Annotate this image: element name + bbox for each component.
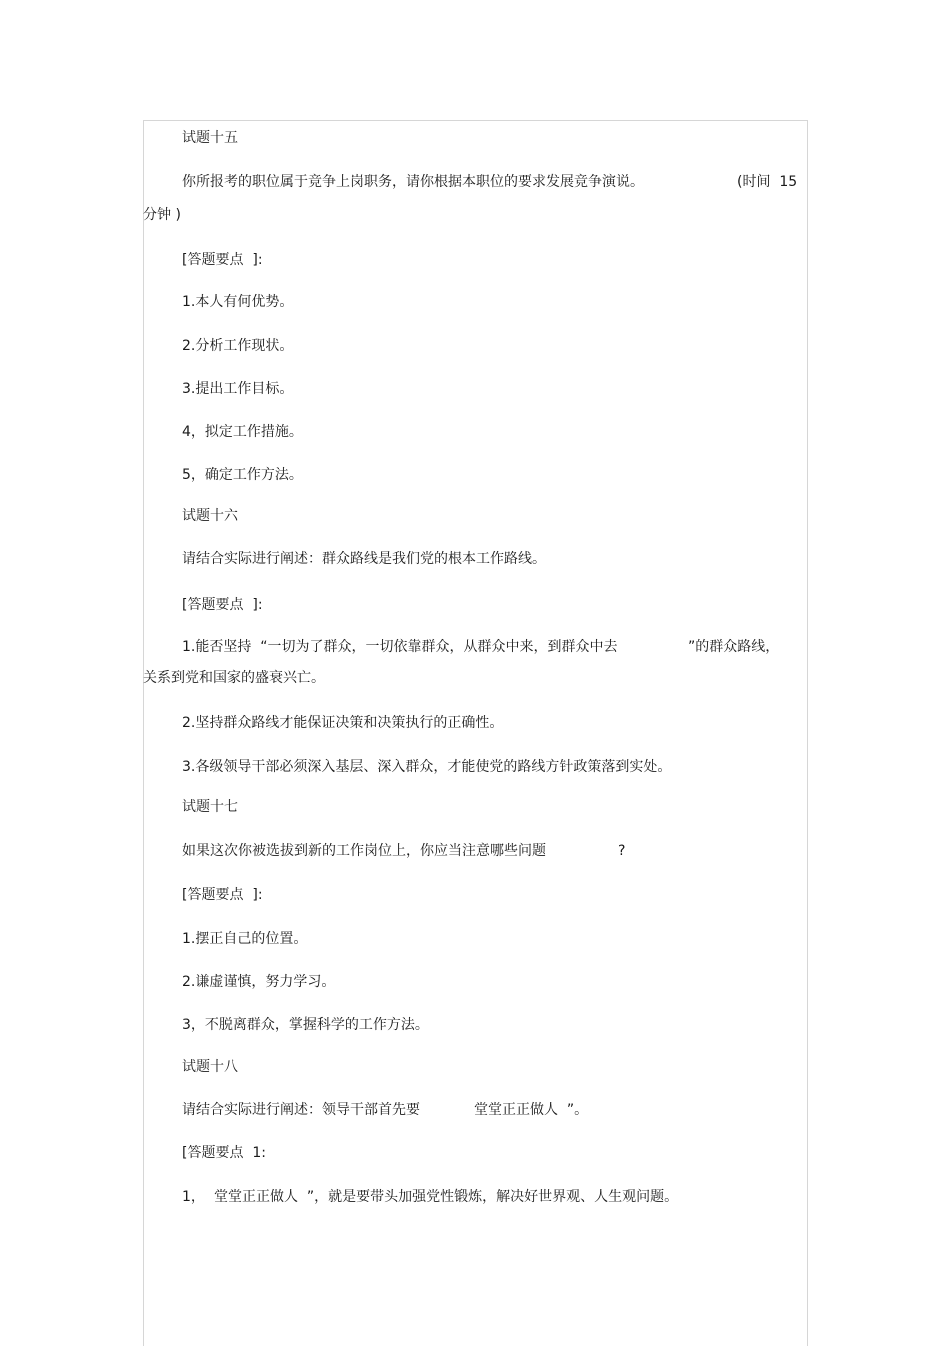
q16-point-1-a: 1.能否坚持 “一切为了群众，一切依靠群众，从群众中来，到群众中去 bbox=[182, 639, 618, 655]
q15-point-2: 2.分析工作现状。 bbox=[182, 338, 294, 354]
q18-title: 试题十八 bbox=[182, 1059, 238, 1075]
q18-prompt-a: 请结合实际进行阐述：领导干部首先要 bbox=[182, 1102, 420, 1118]
q15-prompt-line1: 你所报考的职位属于竞争上岗职务，请你根据本职位的要求发展竞争演说。 bbox=[182, 174, 644, 190]
q17-point-1: 1.摆正自己的位置。 bbox=[182, 931, 308, 947]
q16-title: 试题十六 bbox=[182, 508, 238, 524]
q15-point-4: 4，拟定工作措施。 bbox=[182, 424, 303, 440]
q16-point-2: 2.坚持群众路线才能保证决策和决策执行的正确性。 bbox=[182, 715, 504, 731]
q15-prompt-line2: 分钟 ) bbox=[143, 207, 181, 223]
q16-point-1-b: ”的群众路线， bbox=[688, 639, 780, 655]
q17-title: 试题十七 bbox=[182, 799, 238, 815]
q16-prompt: 请结合实际进行阐述：群众路线是我们党的根本工作路线。 bbox=[182, 551, 546, 567]
q16-points-label: [答题要点 ]: bbox=[182, 597, 263, 613]
q17-point-2: 2.谦虚谨慎，努力学习。 bbox=[182, 974, 336, 990]
q15-point-1: 1.本人有何优势。 bbox=[182, 294, 294, 310]
q17-prompt: 如果这次你被选拔到新的工作岗位上，你应当注意哪些问题 bbox=[182, 843, 546, 859]
q17-prompt-mark: ? bbox=[618, 843, 626, 859]
q15-points-label: [答题要点 ]: bbox=[182, 252, 263, 268]
q15-point-5: 5，确定工作方法。 bbox=[182, 467, 303, 483]
q17-point-3: 3，不脱离群众，掌握科学的工作方法。 bbox=[182, 1017, 429, 1033]
q17-points-label: [答题要点 ]: bbox=[182, 887, 263, 903]
q18-prompt-b: 堂堂正正做人 ”。 bbox=[474, 1102, 589, 1118]
q18-point-1-a: 1， bbox=[182, 1189, 205, 1205]
q16-point-3: 3.各级领导干部必须深入基层、深入群众，才能使党的路线方针政策落到实处。 bbox=[182, 759, 672, 775]
q15-title: 试题十五 bbox=[182, 130, 238, 146]
q18-point-1-b: 堂堂正正做人 ”，就是要带头加强党性锻炼，解决好世界观、人生观问题。 bbox=[214, 1189, 679, 1205]
q16-point-1-c: 关系到党和国家的盛衰兴亡。 bbox=[143, 670, 325, 686]
q15-prompt-time: (时间 15 bbox=[737, 174, 798, 190]
q18-points-label: [答题要点 1: bbox=[182, 1145, 266, 1161]
q15-point-3: 3.提出工作目标。 bbox=[182, 381, 294, 397]
